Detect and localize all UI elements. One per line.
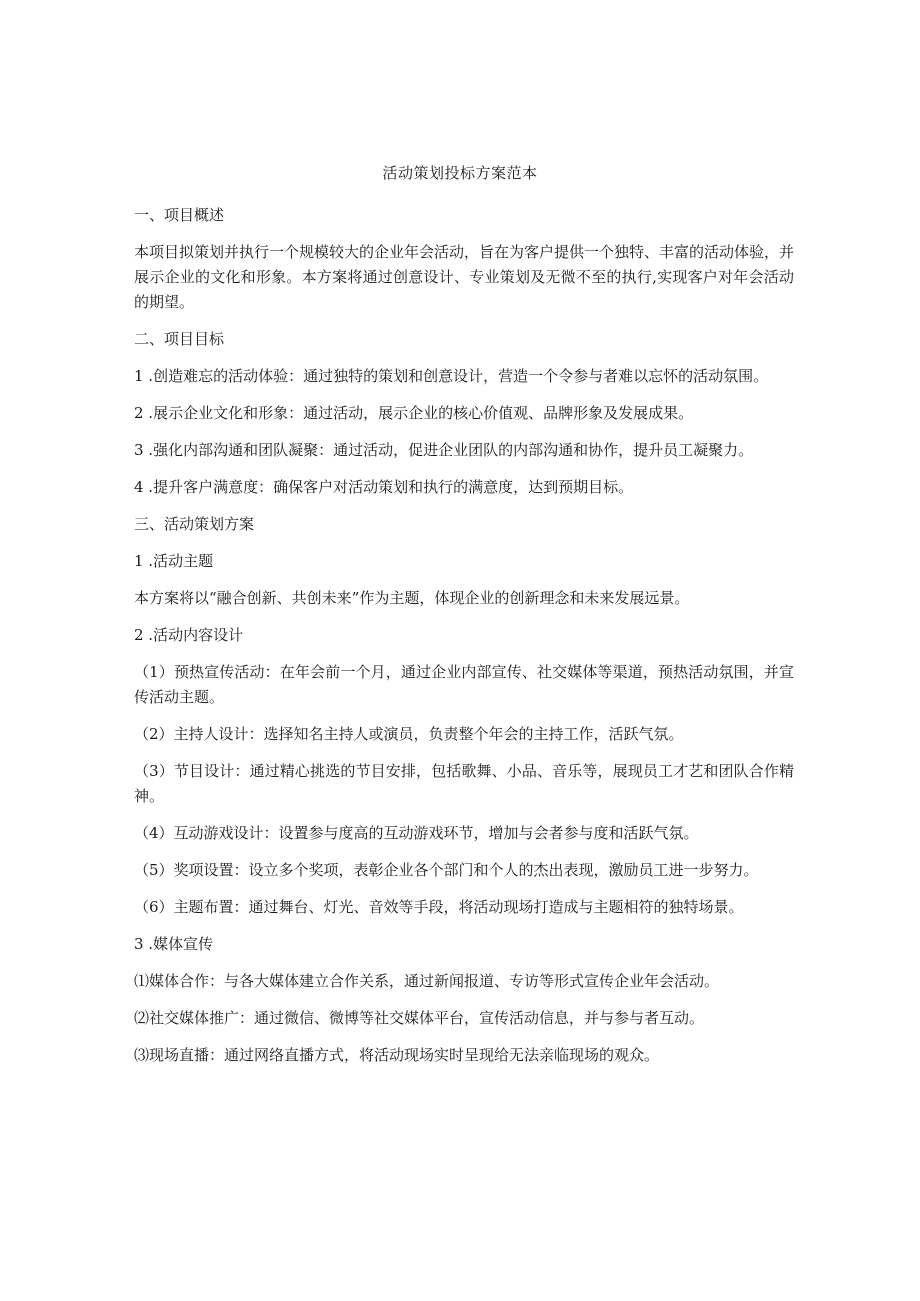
content-item-2: （2）主持人设计：选择知名主持人或演员，负责整个年会的主持工作，活跃气氛。 — [134, 725, 684, 743]
subheading-theme: 1 .活动主题 — [134, 552, 214, 570]
media-item-1: ⑴媒体合作：与各大媒体建立合作关系，通过新闻报道、专访等形式宣传企业年会活动。 — [134, 972, 720, 990]
goal-item-1: 1 .创造难忘的活动体验：通过独特的策划和创意设计，营造一个令参与者难以忘怀的活动氛围。 — [134, 367, 769, 385]
content-item-6: （6）主题布置：通过舞台、灯光、音效等手段，将活动现场打造成与主题相符的独特场景。 — [134, 898, 744, 916]
media-item-3: ⑶现场直播：通过网络直播方式，将活动现场实时呈现给无法亲临现场的观众。 — [134, 1046, 660, 1064]
document-title: 活动策划投标方案范本 — [382, 164, 538, 182]
content-item-3: （3）节目设计：通过精心挑选的节目安排，包括歌舞、小品、音乐等，展现员工才艺和团队合作精神。 — [134, 762, 794, 805]
subheading-media: 3 .媒体宣传 — [134, 935, 214, 953]
theme-paragraph: 本方案将以“融合创新、共创未来”作为主题，体现企业的创新理念和未来发展远景。 — [134, 589, 690, 607]
overview-paragraph: 本项目拟策划并执行一个规模较大的企业年会活动，旨在为客户提供一个独特、丰富的活动体验，并展示企业的文化和形象。本方案将通过创意设计、专业策划及无微不至的执行,实现客户对年会活动的期望。 — [134, 243, 795, 311]
document-body — [134, 203, 794, 1080]
media-item-2: ⑵社交媒体推广：通过微信、微博等社交媒体平台，宣传活动信息，并与参与者互动。 — [134, 1009, 705, 1027]
content-item-1: （1）预热宣传活动：在年会前一个月，通过企业内部宣传、社交媒体等渠道，预热活动氛围，并宣传活动主题。 — [134, 663, 794, 706]
subheading-content-design: 2 .活动内容设计 — [134, 626, 244, 644]
section-heading-overview: 一、项目概述 — [134, 206, 225, 224]
goal-item-2: 2 .展示企业文化和形象：通过活动，展示企业的核心价值观、品牌形象及发展成果。 — [134, 404, 694, 422]
content-item-4: （4）互动游戏设计：设置参与度高的互动游戏环节，增加与会者参与度和活跃气氛。 — [134, 824, 699, 842]
goal-item-3: 3 .强化内部沟通和团队凝聚：通过活动，促进企业团队的内部沟通和协作，提升员工凝聚力。 — [134, 441, 754, 459]
content-item-5: （5）奖项设置：设立多个奖项，表彰企业各个部门和个人的杰出表现，激励员工进一步努力。 — [134, 861, 759, 879]
goal-item-4: 4 .提升客户满意度：确保客户对活动策划和执行的满意度，达到预期目标。 — [134, 478, 634, 496]
section-heading-goals: 二、项目目标 — [134, 330, 225, 348]
section-heading-plan: 三、活动策划方案 — [134, 515, 255, 533]
